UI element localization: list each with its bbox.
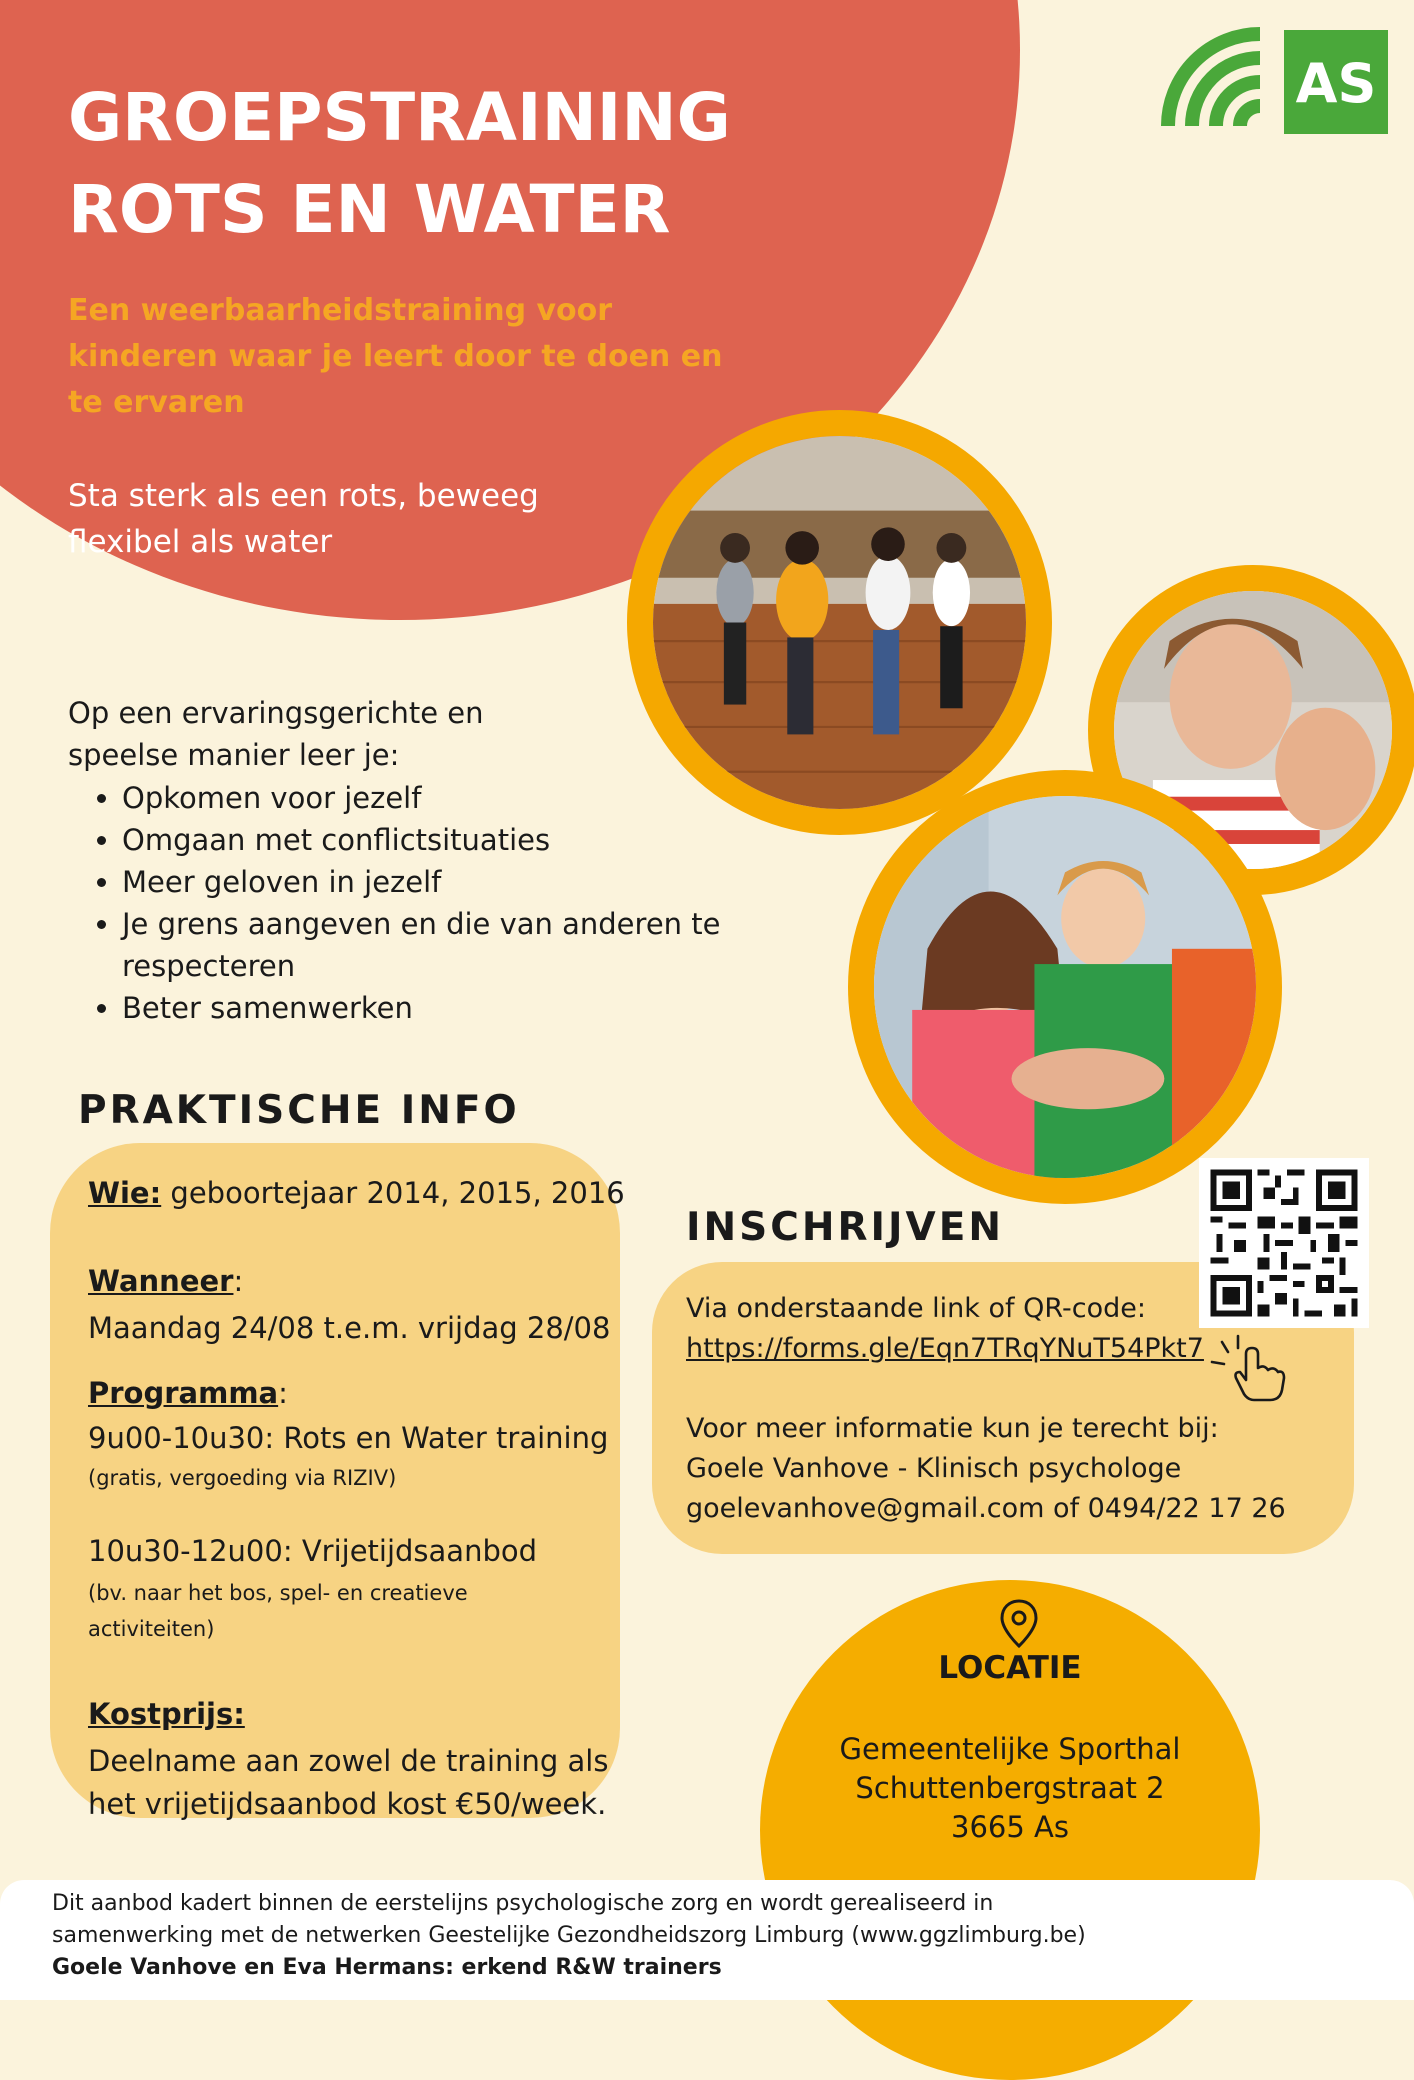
tagline-line-1: Sta sterk als een rots, beweeg bbox=[68, 478, 539, 514]
learning-goals-list bbox=[68, 777, 802, 1029]
kostprijs-label-text: Kostprijs: bbox=[88, 1697, 245, 1731]
footer-line-2: samenwerking met de netwerken Geestelijke Gezondheidszorg Limburg (www.ggzlimburg.be) bbox=[52, 1923, 1086, 1948]
locatie-line-2: Schuttenbergstraat 2 bbox=[855, 1771, 1165, 1805]
qr-code-icon[interactable] bbox=[1199, 1158, 1369, 1328]
registration-link[interactable]: https://forms.gle/Eqn7TRqYNuT54Pkt7 bbox=[686, 1333, 1204, 1364]
kostprijs-label bbox=[88, 1693, 245, 1735]
tagline bbox=[68, 473, 628, 565]
wanneer-row bbox=[88, 1260, 243, 1302]
locatie-line-1: Gemeentelijke Sporthal bbox=[839, 1732, 1181, 1766]
photo-kids-hands-together bbox=[848, 770, 1282, 1204]
wie-row bbox=[88, 1172, 625, 1214]
page-title bbox=[68, 72, 731, 256]
contact-line-3: goelevanhove@gmail.com of 0494/22 17 26 bbox=[686, 1493, 1286, 1524]
kostprijs-line-2: het vrijetijdsaanbod kost €50/week. bbox=[88, 1787, 607, 1821]
subtitle-line-3: te ervaren bbox=[68, 385, 245, 420]
intro-text bbox=[68, 692, 628, 776]
location-pin-icon bbox=[998, 1598, 1040, 1650]
programma-colon: : bbox=[278, 1376, 288, 1410]
locatie-line-3: 3665 As bbox=[951, 1810, 1069, 1844]
contact-line-2: Goele Vanhove - Klinisch psychologe bbox=[686, 1453, 1182, 1484]
programma-item-1-note: (gratis, vergoeding via RIZIV) bbox=[88, 1466, 397, 1490]
logo-text: AS bbox=[1295, 52, 1377, 115]
programma-label: Programma bbox=[88, 1376, 279, 1410]
programma-item-2: 10u30-12u00: Vrijetijdsaanbod bbox=[88, 1534, 538, 1568]
list-item: • Meer geloven in jezelf bbox=[122, 861, 802, 903]
locatie-label: LOCATIE bbox=[938, 1650, 1082, 1686]
programma-row bbox=[88, 1372, 288, 1414]
hand-pointer-icon bbox=[1208, 1334, 1290, 1404]
inschrijven-intro: Via onderstaande link of QR-code: bbox=[686, 1293, 1146, 1324]
intro-line-2: speelse manier leer je: bbox=[68, 738, 400, 772]
wanneer-label: Wanneer bbox=[88, 1264, 234, 1298]
photo-children-exercising bbox=[627, 410, 1052, 835]
wanneer-value: Maandag 24/08 t.e.m. vrijdag 28/08 bbox=[88, 1311, 611, 1345]
programma-item-2-note-1: (bv. naar het bos, spel- en creatieve bbox=[88, 1581, 468, 1605]
praktische-info-heading: PRAKTISCHE INFO bbox=[78, 1088, 520, 1133]
list-item: • Je grens aangeven en die van anderen te respecteren bbox=[122, 903, 722, 987]
wie-value: geboortejaar 2014, 2015, 2016 bbox=[161, 1176, 625, 1210]
list-item: • Opkomen voor jezelf bbox=[122, 777, 802, 819]
intro-line-1: Op een ervaringsgerichte en bbox=[68, 696, 484, 730]
locatie-address bbox=[760, 1730, 1260, 1847]
footer-line-1: Dit aanbod kadert binnen de eerstelijns psychologische zorg en wordt gerealiseerd in bbox=[52, 1891, 994, 1916]
list-item: • Omgaan met conflictsituaties bbox=[122, 819, 802, 861]
tagline-line-2: flexibel als water bbox=[68, 524, 333, 560]
wifi-arcs-logo-icon bbox=[1156, 22, 1388, 138]
subtitle-line-2: kinderen waar je leert door te doen en bbox=[68, 339, 723, 374]
inschrijven-heading: INSCHRIJVEN bbox=[686, 1205, 1005, 1250]
subtitle-line-1: Een weerbaarheidstraining voor bbox=[68, 293, 613, 328]
subtitle bbox=[68, 288, 768, 426]
contact-line-1: Voor meer informatie kun je terecht bij: bbox=[686, 1413, 1219, 1444]
title-line-1: GROEPSTRAINING bbox=[68, 79, 731, 156]
list-item: • Beter samenwerken bbox=[122, 987, 802, 1029]
title-line-2: ROTS EN WATER bbox=[68, 171, 671, 248]
footer-line-3: Goele Vanhove en Eva Hermans: erkend R&W trainers bbox=[52, 1955, 722, 1980]
kostprijs-line-1: Deelname aan zowel de training als bbox=[88, 1744, 609, 1778]
wanneer-colon: : bbox=[233, 1264, 244, 1298]
programma-item-2-note-2: activiteiten) bbox=[88, 1617, 215, 1641]
wie-label: Wie: bbox=[88, 1176, 162, 1210]
programma-item-1: 9u00-10u30: Rots en Water training bbox=[88, 1421, 609, 1455]
